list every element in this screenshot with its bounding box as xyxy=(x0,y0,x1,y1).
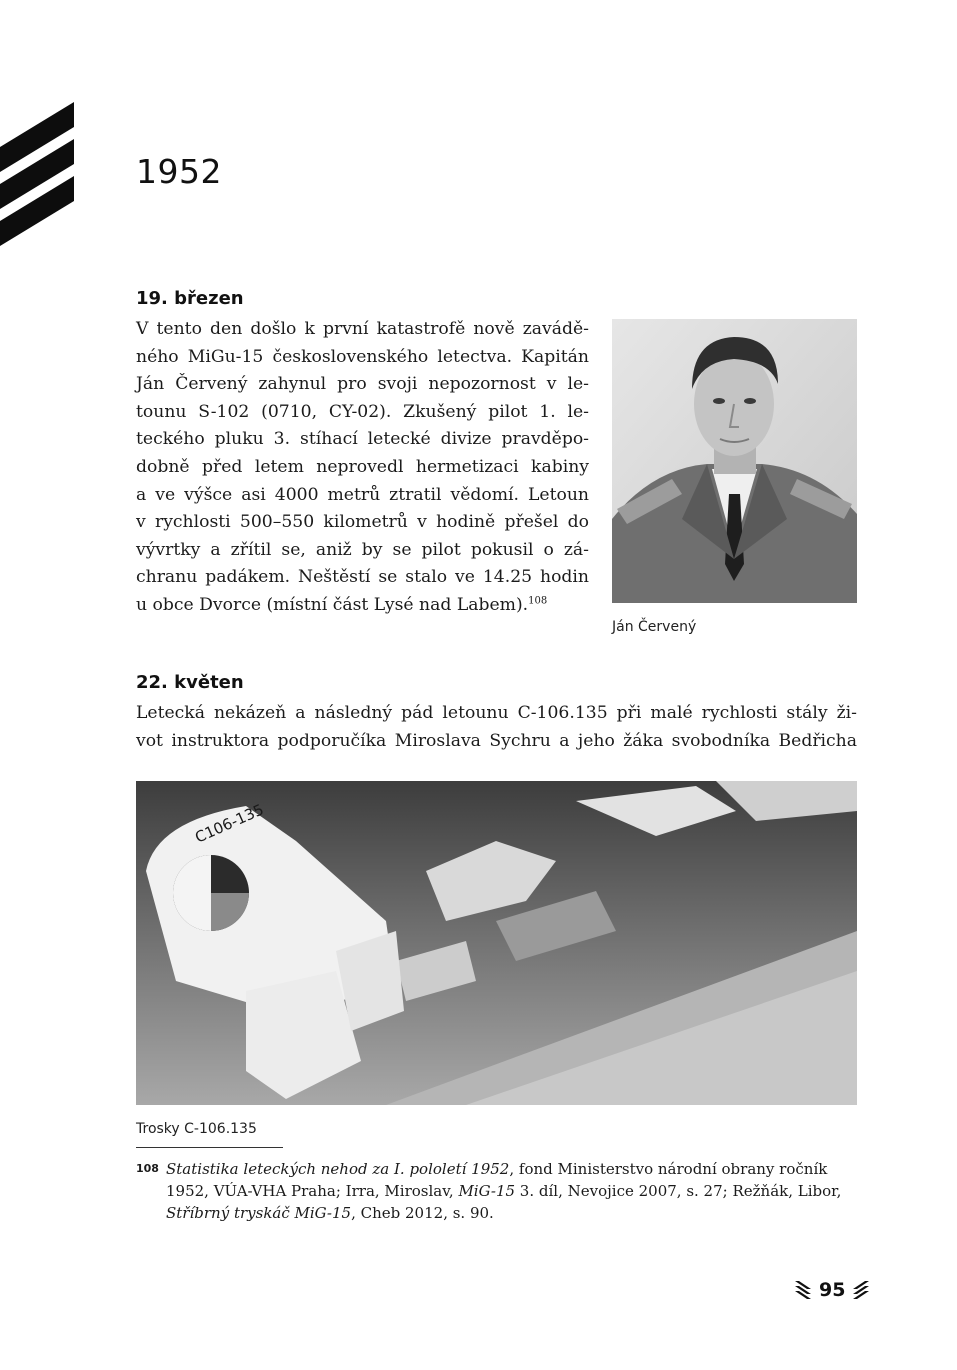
text-line: vot instruktora podporučíka Miroslava Sychru a jeho žáka svobodníka Bedřicha xyxy=(136,730,857,751)
text-line: v rychlosti 500–550 kilometrů v hodině přešel do xyxy=(136,512,589,533)
portrait-photo xyxy=(612,319,857,603)
footnote-divider xyxy=(136,1147,283,1148)
text-line: dobně před letem neprovedl hermetizaci kabiny xyxy=(136,456,589,477)
photo-caption: Trosky C-106.135 xyxy=(136,1121,257,1137)
text-line: Letecká nekázeň a následný pád letounu C-106.135 při malé rychlosti stály ži- xyxy=(136,703,857,723)
photo-caption: Ján Červený xyxy=(612,619,697,635)
section-paragraph xyxy=(136,700,857,755)
footnote-text: Statistika leteckých nehod za I. pololetí 1952, fond Ministerstvo národní obrany ročník 1952, VÚA-VHA Praha; Irra, Miroslav, MiG-15 3. díl, Nevojice 2007, s. 27; Režňák, Libor, Stříbrný tryskáč MiG-15, Cheb 2012, s. 90. xyxy=(166,1160,842,1222)
section-paragraph xyxy=(136,316,589,620)
text-line: V tento den došlo k první katastrofě nově zavádě- xyxy=(136,319,589,339)
text-line: Ján Červený zahynul pro svoji nepozornost v le- xyxy=(136,374,589,395)
footnote-ref[interactable]: 108 xyxy=(528,595,548,607)
page-stripes-right-icon xyxy=(851,1279,869,1301)
text-line: teckého pluku 3. stíhací letecké divize pravděpo- xyxy=(136,429,589,450)
page-number-value: 95 xyxy=(819,1279,846,1301)
text-line: u obce Dvorce (místní část Lysé nad Labem).$^{108}$ xyxy=(136,594,548,615)
section-date-heading: 19. březen xyxy=(136,288,244,309)
tail-marking: C106-135 xyxy=(192,800,267,847)
chapter-stripes-decoration xyxy=(0,95,80,255)
text-line: chranu padákem. Neštěstí se stalo ve 14.25 hodin xyxy=(136,567,589,588)
text-line: tounu S-102 (0710, CY-02). Zkušený pilot 1. le- xyxy=(136,401,589,422)
text-line: vývrtky a zřítil se, aniž by se pilot pokusil o zá- xyxy=(136,539,589,560)
page-number xyxy=(795,1277,869,1303)
text-line: a ve výšce asi 4000 metrů ztratil vědomí. Letoun xyxy=(136,484,589,505)
chapter-year: 1952 xyxy=(136,152,222,191)
section-date-heading: 22. květen xyxy=(136,672,244,693)
page-stripes-left-icon xyxy=(795,1279,813,1301)
footnote-number: 108 xyxy=(136,1162,159,1175)
text-line: ného MiGu-15 československého letectva. Kapitán xyxy=(136,346,589,367)
wreckage-photo xyxy=(136,781,857,1105)
